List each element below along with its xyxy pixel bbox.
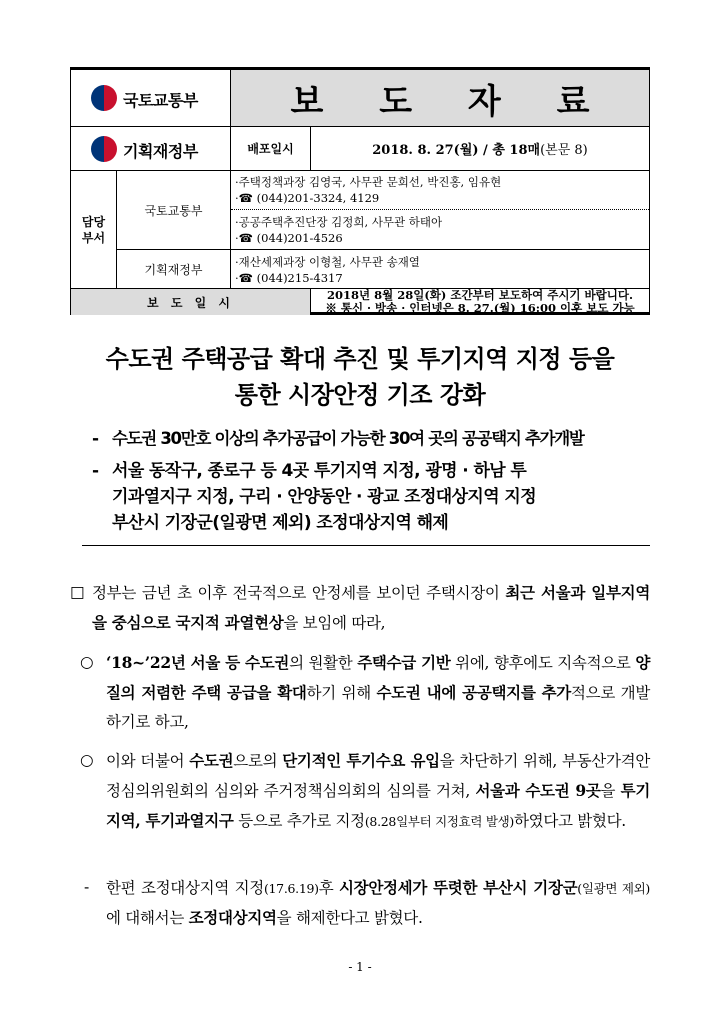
body-text: 등으로 추가로 지정 — [233, 812, 365, 830]
body-text: (일광면 제외) — [577, 881, 650, 896]
org2-logo — [71, 127, 231, 170]
emphasis-text: 양질의 저렴한 주택 공급을 확대 — [106, 653, 651, 702]
header-row-date — [71, 127, 649, 171]
contact-department-label — [71, 171, 117, 288]
body-text: 하기 위해 — [306, 684, 377, 702]
subtitle-2-line-3: 부산시 기장군(일광면 제외) 조정대상지역 해제 — [112, 513, 449, 533]
body-text: 적으로 개발하기로 하고, — [106, 684, 650, 731]
emphasis-text: 수도권 — [189, 751, 234, 770]
emphasis-text: 투기지역, 투기과열지구 — [106, 781, 650, 830]
body-text: 을 — [600, 782, 621, 800]
press-release-title — [231, 70, 649, 126]
body-text: 한편 조정대상지역 지정 — [106, 879, 264, 897]
body-paragraph-2-text — [80, 648, 650, 737]
body-text: 하였다고 밝혔다. — [513, 812, 626, 830]
body-paragraph-4 — [84, 873, 650, 933]
contact-line: ·공공주택추진단장 김정희, 사무관 하태아 — [235, 214, 443, 229]
page-number: - 1 - — [348, 960, 372, 974]
contact-molit-housing — [231, 171, 649, 209]
circle-bullet-icon: ○ — [80, 653, 94, 671]
body-paragraph-1-text — [70, 578, 650, 638]
release-date-label: 배포일시 — [231, 127, 311, 170]
emphasis-text: 조정대상지역 — [188, 908, 277, 927]
contact-org-molit: 국토교통부 — [117, 171, 231, 249]
subtitle-2-line-2: 기과열지구 지정, 구리 · 안양동안 · 광교 조정대상지역 지정 — [112, 487, 537, 507]
emphasis-text: ‘18~’22년 서울 등 수도권 — [106, 653, 290, 672]
body-text: 을 차단하기 위해, 부동산가격안정심의위원회의 심의와 주거정책심의회의 심의를 거쳐, — [106, 752, 650, 800]
contact-phone: ·☎ (044)215-4317 — [235, 270, 343, 285]
embargo-line-print: 2018년 8월 28일(화) 조간부터 보도하여 주시기 바랍니다. — [327, 288, 633, 302]
header-row-embargo — [71, 289, 649, 315]
body-text: 후 — [318, 879, 339, 897]
press-release-header — [70, 67, 650, 315]
body-text: 을 보임에 따라, — [283, 614, 386, 632]
taegeuk-emblem-icon — [91, 85, 117, 111]
subtitle-2 — [92, 458, 682, 536]
contact-org-moef: 기획재정부 — [117, 250, 231, 289]
subtitle-1 — [92, 426, 682, 452]
body-paragraph-2 — [80, 648, 650, 737]
header-row-title — [71, 70, 649, 127]
body-text: 이와 더불어 — [106, 752, 190, 770]
contact-moef-tax — [231, 250, 649, 289]
org1-name: 국토교통부 — [123, 91, 198, 110]
body-text: 으로의 — [233, 752, 283, 770]
body-text: 을 해제한다고 밝혔다. — [276, 909, 423, 927]
press-release-title-text: 보 도 자 료 — [290, 81, 612, 122]
release-date-text: 2018. 8. 27(월) / 총 18매 — [372, 143, 541, 158]
body-text: 정부는 금년 초 이후 전국적으로 안정세를 보이던 주택시장이 — [92, 584, 506, 602]
body-text: 의 원활한 — [289, 654, 358, 672]
emphasis-text: 시장안정세가 뚜렷한 부산시 기장군 — [338, 878, 578, 897]
org1-logo — [71, 70, 231, 126]
emphasis-text: 서울과 수도권 9곳 — [475, 781, 601, 800]
subtitle-rule — [82, 545, 650, 546]
embargo-label: 보 도 일 시 — [71, 289, 311, 315]
contact-phone: ·☎ (044)201-4526 — [235, 230, 343, 245]
subtitle-1-line: 수도권 30만호 이상의 추가공급이 가능한 30여 곳의 공공택지 추가개발 — [112, 429, 584, 448]
headline-line-1: 수도권 주택공급 확대 추진 및 투기지역 지정 등을 — [105, 345, 615, 373]
contact-department-block — [71, 171, 649, 289]
subtitle-2-line-1: 서울 동작구, 종로구 등 4곳 투기지역 지정, 광명 · 하남 투 — [112, 461, 527, 481]
emphasis-text: 주택수급 기반 — [357, 653, 451, 672]
release-page-count: (본문 8) — [540, 143, 588, 158]
body-paragraph-3-text — [80, 746, 650, 836]
body-paragraph-4-text — [84, 873, 650, 933]
org2-name: 기획재정부 — [123, 142, 198, 161]
dash-bullet: - — [84, 878, 89, 896]
emphasis-text: 단기적인 투기수요 유입 — [282, 751, 440, 770]
contact-phone: ·☎ (044)201-3324, 4129 — [235, 191, 380, 205]
square-bullet-icon: □ — [70, 583, 85, 601]
body-text: (17.6.19) — [263, 881, 319, 896]
subtitle-dash: - — [92, 461, 99, 481]
body-text: 에 대해서는 — [106, 909, 189, 927]
body-text: (8.28일부터 지정효력 발생) — [364, 814, 514, 829]
body-text: 위에, 향후에도 지속적으로 — [450, 654, 636, 672]
taegeuk-emblem-icon — [91, 136, 117, 162]
release-date-value — [311, 127, 649, 170]
body-paragraph-3 — [80, 746, 650, 836]
emphasis-text: 최근 서울과 일부지역을 중심으로 국지적 과열현상 — [92, 583, 650, 632]
contact-department-label-text: 담당 부서 — [81, 214, 106, 245]
circle-bullet-icon: ○ — [80, 751, 94, 769]
subtitle-dash: - — [92, 429, 99, 449]
contact-molit-public-housing — [231, 210, 649, 249]
embargo-text — [311, 289, 649, 315]
contact-line: ·재산세제과장 이형철, 사무관 송재열 — [235, 254, 420, 269]
contact-line: ·주택정책과장 김영국, 사무관 문희선, 박진홍, 임유현 — [235, 175, 502, 189]
emphasis-text: 수도권 내에 공공택지를 추가 — [376, 683, 571, 702]
body-paragraph-1 — [70, 578, 650, 638]
headline-line-2: 통한 시장안정 기조 강화 — [234, 381, 486, 409]
embargo-line-online: ※ 통신 · 방송 · 인터넷은 8. 27.(월) 16:00 이후 보도 가능 — [325, 301, 635, 315]
